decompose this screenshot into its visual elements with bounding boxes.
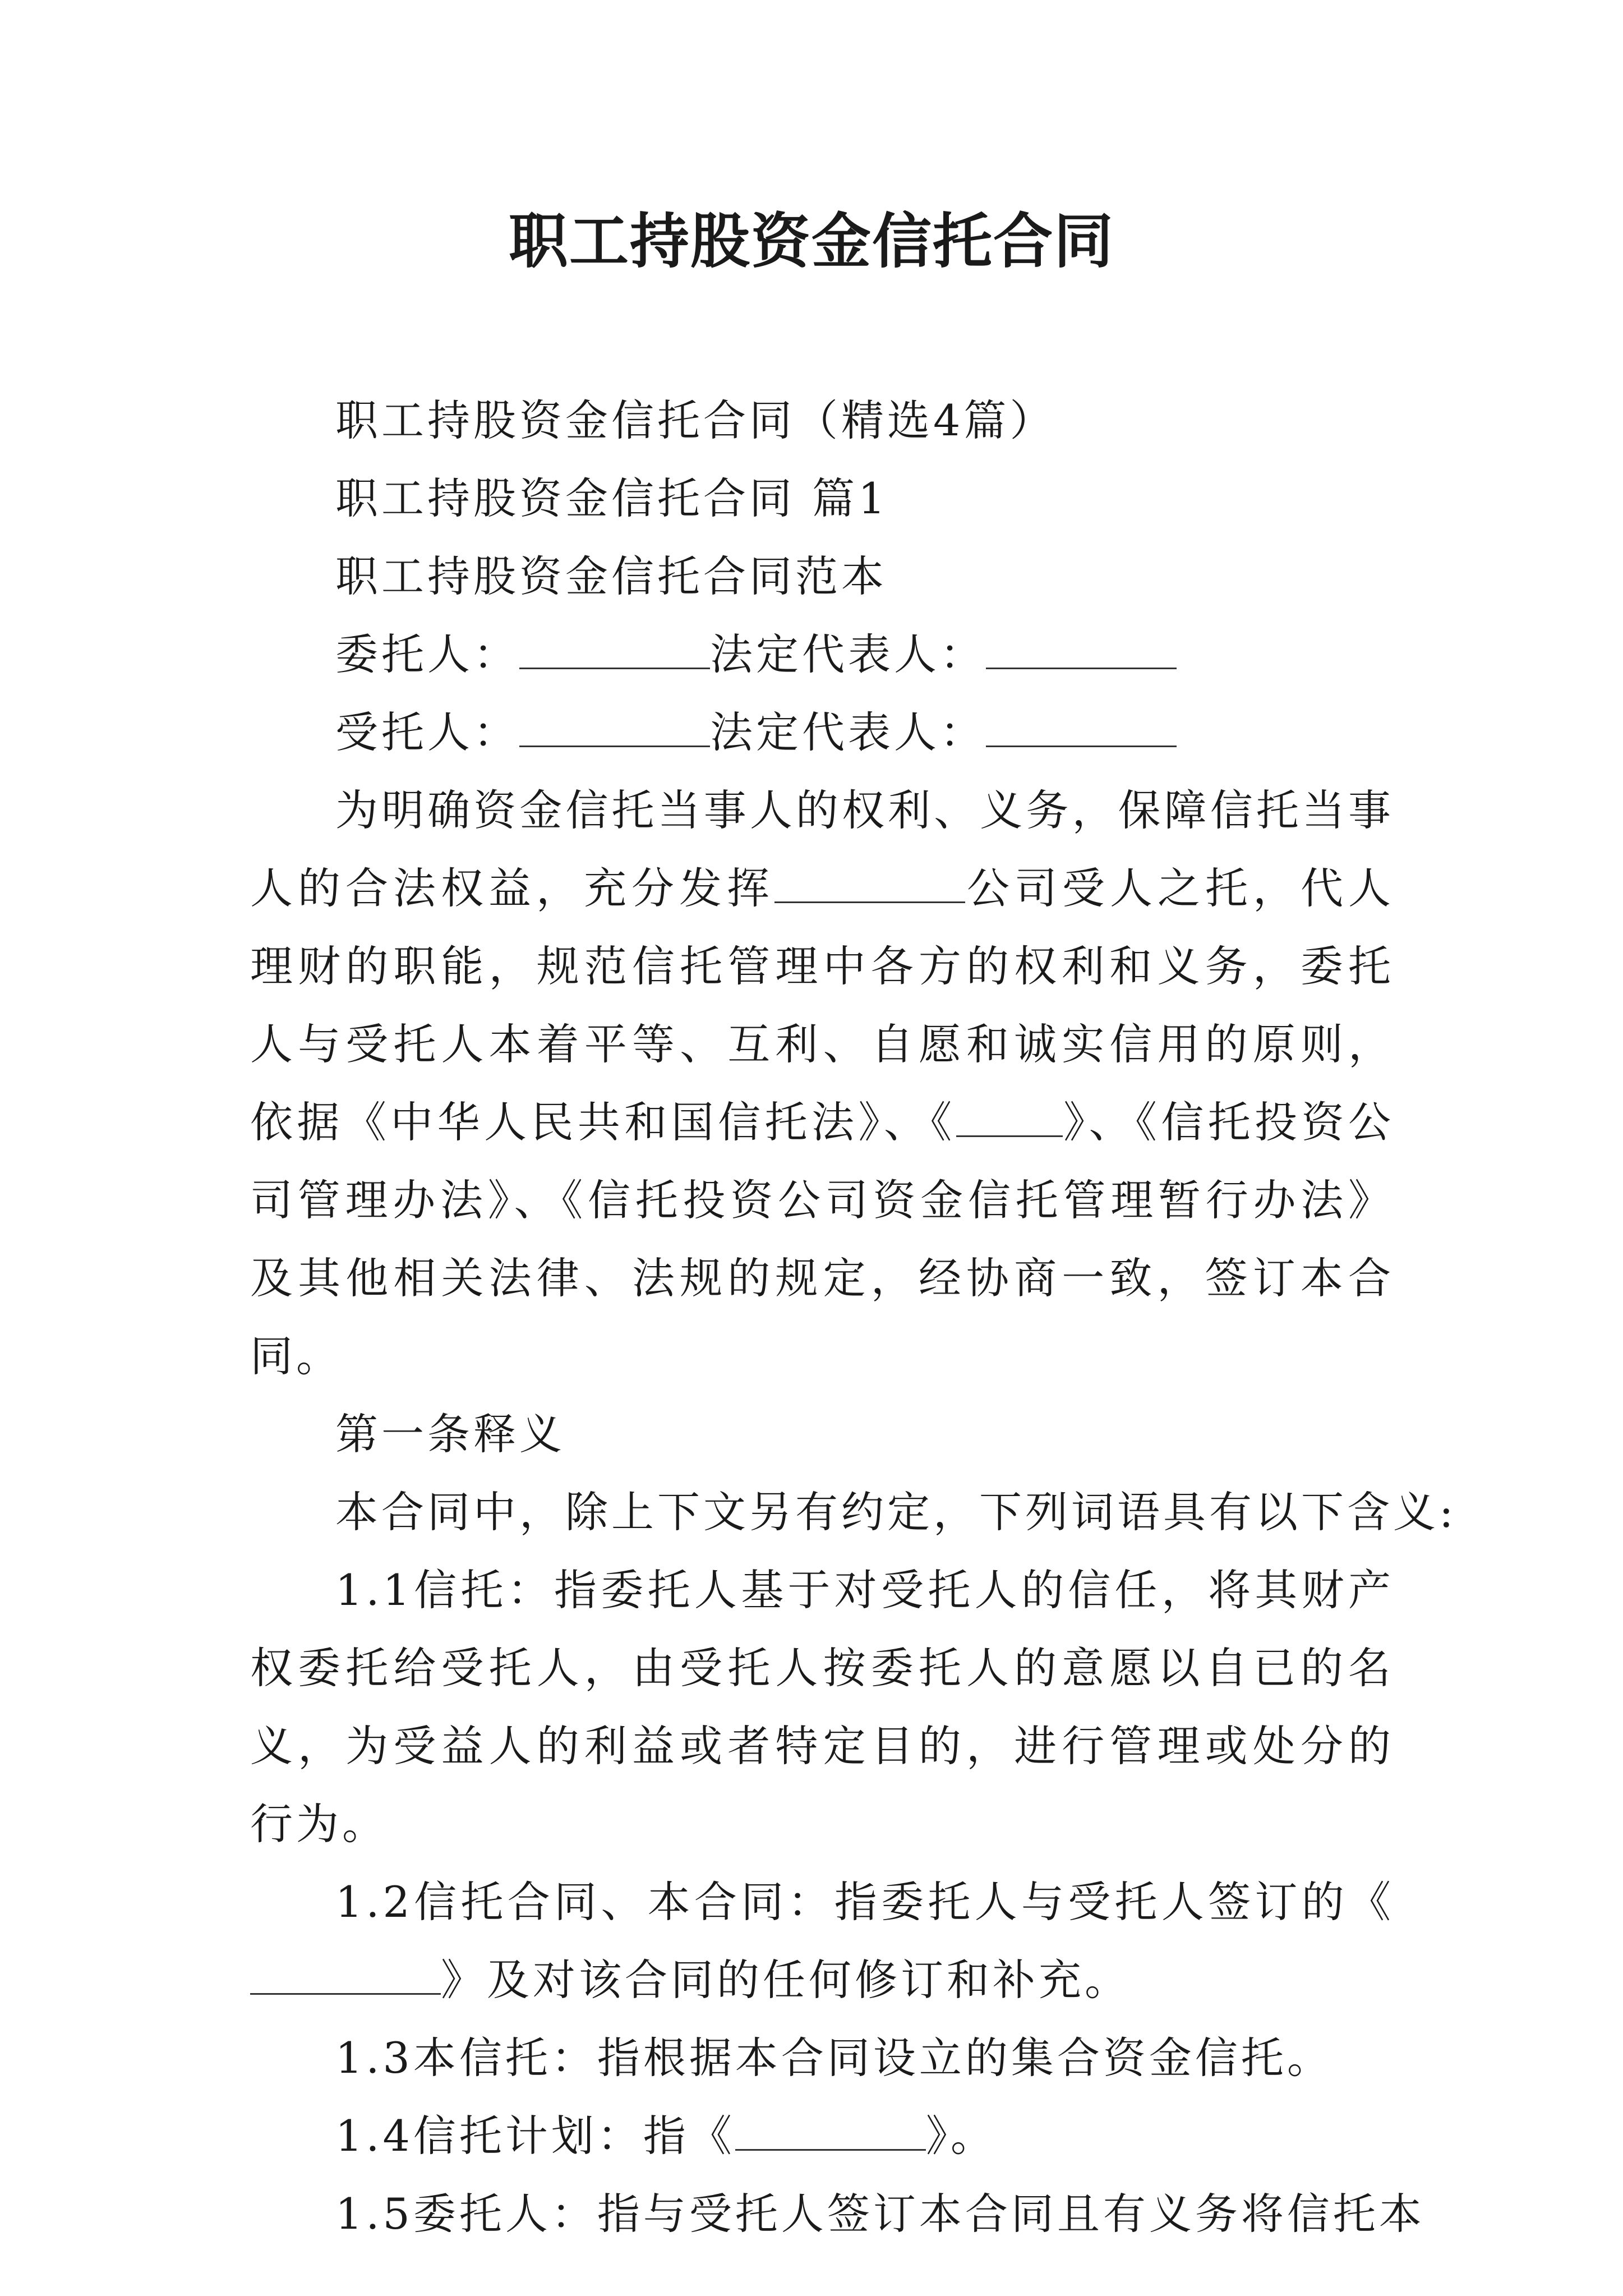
trustor-rep-label: 法定代表人：: [710, 629, 986, 679]
definitions-intro: 本合同中，除上下文另有约定，下列词语具有以下含义:: [335, 1487, 1457, 1537]
definition-1-1: 1.1信托：指委托人基于对受托人的信任，将其财产权委托给受托人，由受托人按委托人的意愿以自已的名义，为受益人的利益或者特定目的，进行管理或处分的行为。: [250, 1565, 1394, 1849]
definition-1-4-part-1: 1.4信托计划：指《: [335, 2111, 735, 2161]
trustor-rep-blank: [986, 627, 1177, 669]
preamble-part-3: 》、《信托投资公司管理办法》、《信托投资公司资金信托管理暂行办法》及其他相关法律、法规的规定，经协商一致，签订本合同。: [250, 1097, 1395, 1381]
subtitle: 职工持股资金信托合同（精选4篇）: [335, 395, 1056, 445]
trustor-line: [250, 615, 1394, 693]
contract-name-blank: [250, 1953, 441, 1995]
preamble-part-2: 公司受人之托，代人理财的职能，规范信托管理中各方的权利和义务，委托人与受托人本着平等、互利、自愿和诚实信用的原则，依据《中华人民共和国信托法》、《: [250, 863, 1394, 1147]
part-heading: 职工持股资金信托合同 篇1: [335, 473, 889, 523]
definition-1-2: [250, 1863, 1394, 2019]
trustee-label: 受托人：: [335, 707, 519, 757]
plan-name-blank: [735, 2109, 926, 2151]
preamble-part-1: 为明确资金信托当事人的权利、义务，保障信托当事人的合法权益，充分发挥: [250, 785, 1394, 913]
document-title: 职工持股资金信托合同: [509, 206, 1114, 276]
definition-1-2-part-2: 》及对该合同的任何修订和补充。: [441, 1955, 1131, 2005]
preamble-paragraph: [250, 771, 1394, 1395]
trustee-blank: [519, 705, 710, 747]
definition-1-2-part-1: 1.2信托合同、本合同：指委托人与受托人签订的《: [335, 1877, 1394, 1927]
template-heading: 职工持股资金信托合同范本: [335, 551, 887, 601]
trustee-line: [250, 693, 1394, 771]
definition-1-5: 1.5委托人：指与受托人签订本合同且有义务将信托本: [335, 2189, 1425, 2239]
trustor-label: 委托人：: [335, 629, 519, 679]
definition-1-4: [250, 2097, 1394, 2175]
trustee-rep-label: 法定代表人：: [710, 707, 986, 757]
article-1-heading: 第一条释义: [335, 1409, 565, 1459]
trustor-blank: [519, 627, 710, 669]
definition-1-4-part-2: 》。: [925, 2111, 997, 2161]
document-body: [250, 381, 1457, 2253]
trustee-rep-blank: [986, 705, 1177, 747]
law-name-blank: [956, 1095, 1063, 1137]
definition-1-3: 1.3本信托：指根据本合同设立的集合资金信托。: [335, 2033, 1333, 2083]
company-blank: [774, 861, 965, 903]
